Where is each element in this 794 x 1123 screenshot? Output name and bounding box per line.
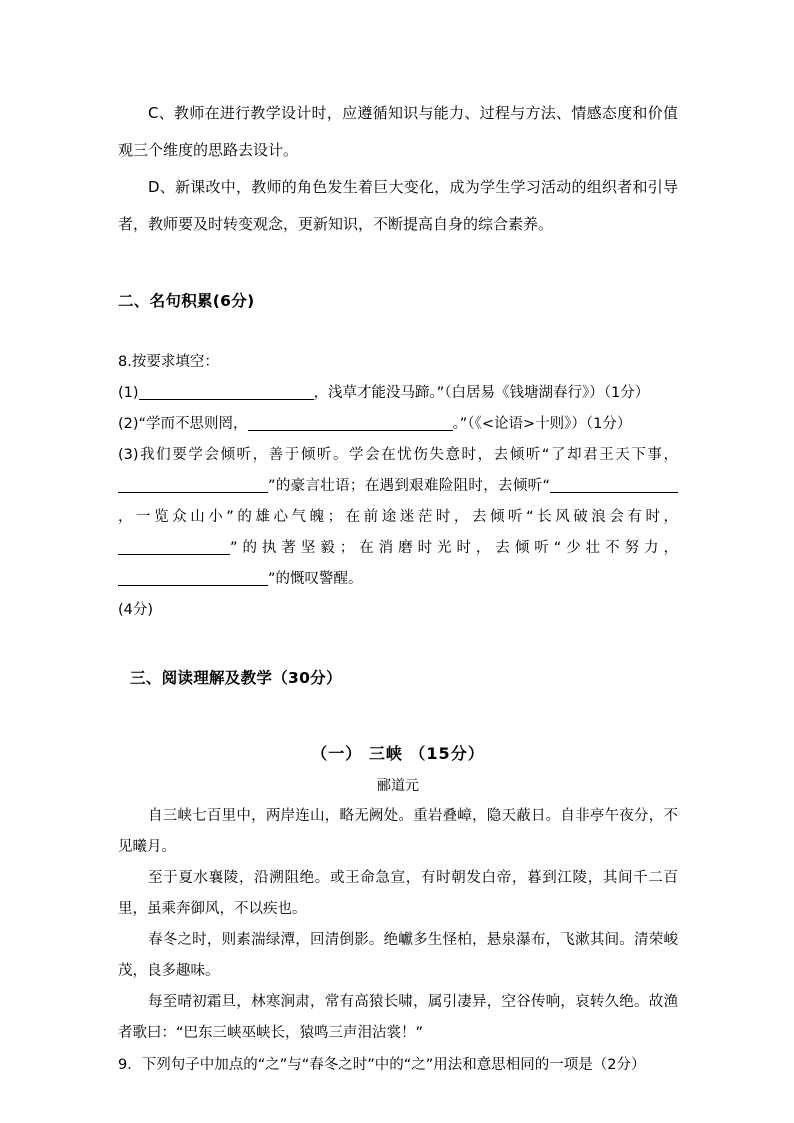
answer-blank-3[interactable] — [118, 478, 268, 493]
item-3-segment-1: (3)我们要学会倾听，善于倾听。学会在忧伤失意时，去倾听“了却君王天下事， — [118, 447, 678, 463]
choice-option-d: D、新课改中，教师的角色发生着巨大变化，成为学生学习活动的组织者和引导者，教师要及时转变观念，更新知识，不断提高自身的综合素养。 — [118, 178, 678, 233]
fill-blank-item-3 — [118, 440, 678, 595]
answer-blank-5[interactable] — [118, 540, 230, 555]
fill-blank-item-2 — [118, 409, 678, 440]
section-heading-three: 三、阅读理解及教学（30分） — [130, 669, 342, 687]
spacer — [118, 697, 678, 737]
item-3-segment-3: ，一览众山小”的雄心气魄；在前途迷茫时，去倾听“长风破浪会有时， — [118, 509, 678, 525]
item-2-source: （《<论语>十则》） — [467, 416, 586, 432]
item-1-prefix: (1) — [118, 385, 139, 401]
passage-author: 郦道元 — [377, 778, 419, 794]
item-3-segment-5: ”的慨叹警醒。 — [268, 571, 363, 587]
item-1-points: （1分） — [603, 385, 650, 401]
choice-option-c: C、教师在进行教学设计时，应遵循知识与能力、过程与方法、情感态度和价值观三个维度的思路去设计。 — [118, 104, 678, 159]
passage-paragraph: 至于夏水襄陵，沿溯阻绝。或王命急宣，有时朝发白帝，暮到江陵，其间千二百里，虽乘奔御风，不以疾也。 — [118, 870, 678, 917]
item-2-prefix: (2)“学而不思则罔， — [118, 416, 248, 432]
spacer — [118, 320, 678, 346]
answer-blank-1[interactable] — [139, 385, 314, 400]
item-1-text: ，浅草才能没马蹄。” — [313, 385, 445, 401]
passage-paragraph: 自三峡七百里中，两岸连山，略无阙处。重岩叠嶂，隐天蔽日。自非亭午夜分，不见曦月。 — [118, 808, 678, 855]
passage-paragraph: 每至晴初霜旦，林寒涧肃，常有高猿长啸，属引凄异，空谷传响，哀转久绝。故渔者歌曰：“巴东三峡巫峡长，猿鸣三声泪沾裳！” — [118, 994, 678, 1041]
item-3-points: (4分) — [118, 602, 154, 618]
section-heading-two: 二、名句积累(6分) — [118, 292, 255, 310]
passage-paragraph: 春冬之时，则素湍绿潭，回清倒影。绝巘多生怪柏，悬泉瀑布，飞漱其间。清荣峻茂，良多趣味。 — [118, 932, 678, 979]
fill-blank-item-1 — [118, 378, 678, 409]
item-2-text: 。” — [452, 416, 468, 432]
answer-blank-4[interactable] — [550, 478, 678, 493]
spacer — [118, 626, 678, 660]
item-3-segment-2: ”的豪言壮语；在遇到艰难险阻时，去倾听“ — [268, 478, 550, 494]
answer-blank-6[interactable] — [118, 571, 268, 586]
spacer — [118, 243, 678, 283]
question-9-prompt: 9．下列句子中加点的“之”与“春冬之时”中的“之”用法和意思相同的一项是（2分） — [118, 1057, 646, 1073]
passage-title: （一） 三峡 （15分） — [311, 744, 485, 763]
item-1-source: （白居易《钱塘湖春行》） — [444, 385, 604, 401]
item-2-points: （1分） — [585, 416, 632, 432]
answer-blank-2[interactable] — [248, 416, 453, 431]
item-3-segment-4: ”的执著坚毅；在消磨时光时，去倾听“少壮不努力， — [230, 540, 678, 556]
question-8-prompt: 8.按要求填空： — [118, 354, 219, 370]
